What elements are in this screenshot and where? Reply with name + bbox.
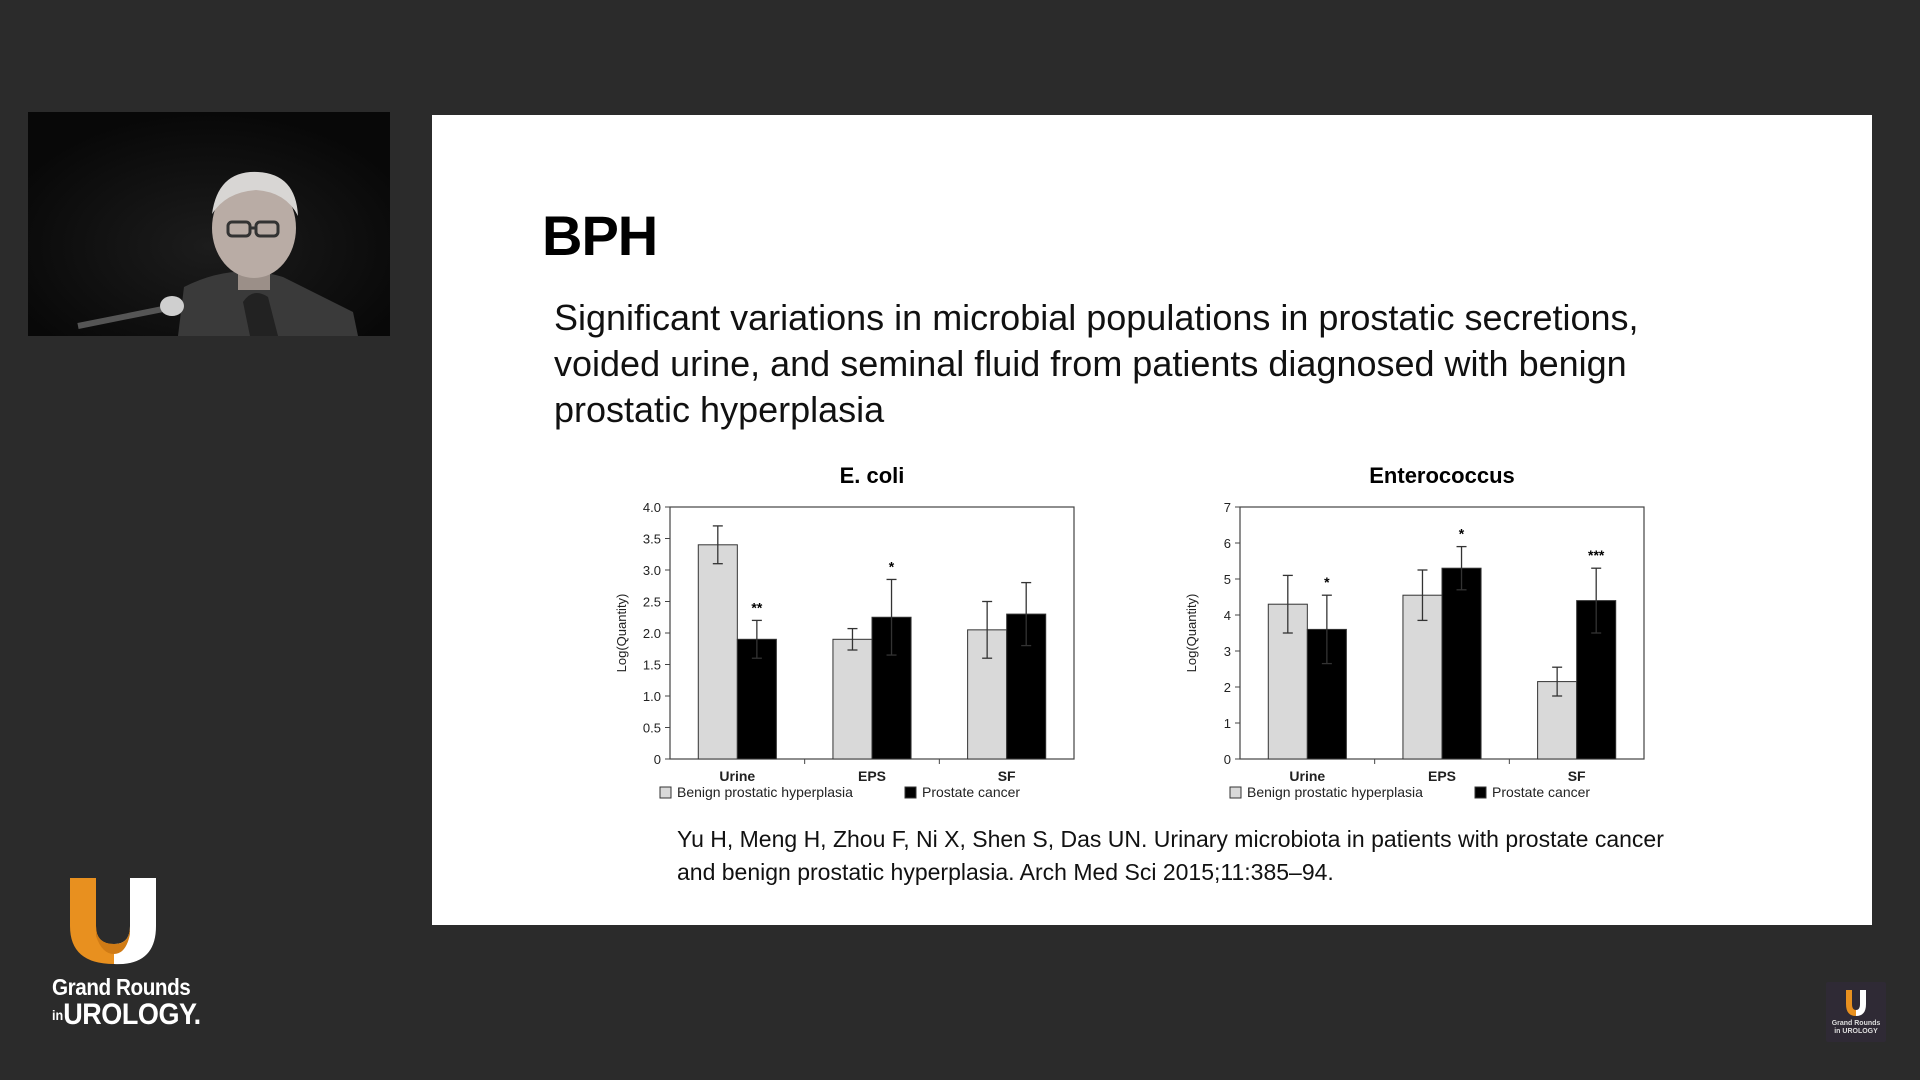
y-tick-label: 1	[1223, 716, 1231, 731]
significance-marker: **	[751, 599, 763, 616]
bar-prostate-cancer	[1442, 568, 1481, 759]
chart-title: E. coli	[839, 463, 905, 488]
y-tick-label: 0.5	[642, 720, 661, 736]
significance-marker: *	[888, 558, 895, 575]
significance-marker: *	[1458, 525, 1465, 542]
x-tick-label: Urine	[719, 768, 756, 784]
y-tick-label: 2	[1223, 680, 1231, 695]
legend-swatch	[1475, 787, 1486, 798]
y-tick-label: 5	[1223, 572, 1231, 587]
legend-swatch	[660, 787, 671, 798]
chart-title: Enterococcus	[1369, 463, 1515, 488]
y-tick-label: 1.0	[642, 689, 661, 704]
x-tick-label: Urine	[1289, 768, 1326, 784]
y-tick-label: 6	[1223, 536, 1231, 551]
y-tick-label: 2.0	[642, 626, 661, 641]
slide-body-line: prostatic hyperplasia	[554, 389, 885, 430]
x-tick-label: EPS	[1427, 768, 1457, 784]
legend-label: Prostate cancer	[922, 784, 1021, 800]
enterococcus-chart	[1152, 455, 1712, 815]
slide-title: BPH	[542, 204, 658, 267]
legend-label: Prostate cancer	[1492, 784, 1591, 800]
legend-swatch	[1230, 787, 1241, 798]
logo-text-grand-rounds: Grand Rounds	[52, 974, 191, 1000]
presenter-video-image	[28, 112, 390, 336]
mini-u-logo-icon	[1826, 986, 1886, 1022]
legend-label: Benign prostatic hyperplasia	[1247, 784, 1423, 800]
slide-body-line: Significant variations in microbial populations in prostatic secretions,	[554, 297, 1639, 338]
logo-text-in: in	[52, 1007, 64, 1023]
bar-bph	[833, 639, 872, 759]
legend-swatch	[905, 787, 916, 798]
y-tick-label: 4	[1223, 608, 1231, 623]
ecoli-chart	[582, 455, 1142, 815]
significance-marker: ***	[1588, 547, 1605, 564]
citation-line: and benign prostatic hyperplasia. Arch Med Sci 2015;11:385–94.	[677, 859, 1334, 885]
y-tick-label: 2.5	[642, 594, 661, 610]
bar-bph	[698, 545, 737, 759]
significance-marker: *	[1324, 574, 1330, 591]
y-tick-label: 7	[1223, 500, 1231, 515]
y-tick-label: 3	[1223, 644, 1231, 659]
y-tick-label: 0	[653, 752, 661, 767]
y-tick-label: 1.5	[642, 657, 661, 673]
mini-logo-line: Grand Rounds	[1831, 1020, 1881, 1027]
y-axis-label: Log(Quantity)	[614, 593, 629, 673]
legend-label: Benign prostatic hyperplasia	[677, 784, 853, 800]
y-tick-label: 3.5	[642, 531, 661, 547]
y-tick-label: 4.0	[642, 500, 661, 515]
presenter-video	[28, 112, 390, 336]
mini-logo-text	[1826, 1020, 1886, 1036]
y-tick-label: 3.0	[642, 563, 661, 578]
presentation-slide	[432, 115, 1872, 925]
mini-logo-line: in UROLOGY	[1834, 1028, 1878, 1035]
x-tick-label: SF	[997, 768, 1016, 784]
y-axis-label: Log(Quantity)	[1184, 593, 1199, 673]
x-tick-label: EPS	[857, 768, 887, 784]
x-tick-label: SF	[1567, 768, 1586, 784]
watermark-logo	[1826, 982, 1886, 1042]
y-tick-label: 0	[1223, 752, 1231, 767]
logo-text-urology-word: UROLOGY.	[63, 998, 201, 1031]
logo-text-urology	[52, 998, 201, 1032]
slide-body-line: voided urine, and seminal fluid from patients diagnosed with benign	[554, 343, 1627, 384]
citation-line: Yu H, Meng H, Zhou F, Ni X, Shen S, Das UN. Urinary microbiota in patients with prostate cancer	[677, 826, 1664, 852]
grand-rounds-logo	[50, 874, 200, 1036]
citation	[677, 823, 1777, 889]
u-logo-icon	[68, 874, 168, 966]
slide-body-text	[554, 295, 1754, 433]
